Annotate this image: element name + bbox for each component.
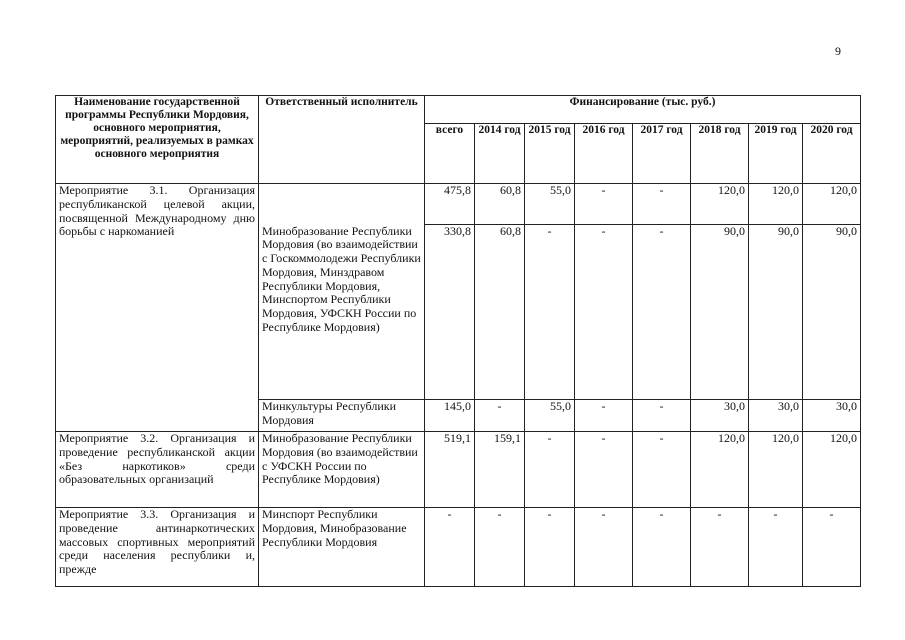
m32-value: 120,0 [749, 432, 803, 508]
m31-exec2-value: 55,0 [525, 400, 575, 432]
m31-total-value: 475,8 [425, 184, 475, 225]
header-executor: Ответственный исполнитель [259, 96, 425, 184]
m32-value: - [525, 432, 575, 508]
m32-value: - [633, 432, 691, 508]
m31-total-value: 120,0 [691, 184, 749, 225]
m31-exec2-value: 30,0 [749, 400, 803, 432]
header-total: всего [425, 124, 475, 184]
m31-exec2-value: 30,0 [691, 400, 749, 432]
m31-exec1-value: 60,8 [475, 225, 525, 400]
header-year: 2017 год [633, 124, 691, 184]
m31-exec1-value: - [633, 225, 691, 400]
header-year: 2015 год [525, 124, 575, 184]
m31-exec1-value: 330,8 [425, 225, 475, 400]
m32-value: - [575, 432, 633, 508]
page-number: 9 [835, 44, 841, 58]
header-year: 2020 год [803, 124, 861, 184]
m31-total-value: 120,0 [749, 184, 803, 225]
m31-total-value: 60,8 [475, 184, 525, 225]
row-m32-exec: Минобразование Республики Мордовия (во взаимодействии с УФСКН России по Республике Мордовия) [259, 432, 425, 508]
m31-exec2-value: - [633, 400, 691, 432]
m31-total-value: 120,0 [803, 184, 861, 225]
m31-exec2-value: - [575, 400, 633, 432]
m31-exec2-value: 30,0 [803, 400, 861, 432]
m33-value: - [475, 508, 525, 587]
m32-value: 120,0 [691, 432, 749, 508]
m31-total-value: - [633, 184, 691, 225]
m31-total-value: 55,0 [525, 184, 575, 225]
m31-exec1-value: - [575, 225, 633, 400]
row-m31-exec2: Минкультуры Республики Мордовия [259, 400, 425, 432]
m32-value: 120,0 [803, 432, 861, 508]
row-m31-exec1: Минобразование Республики Мордовия (во взаимодействии с Госкоммолодежи Республики Мордовия, Минздравом Республики Мордовия, Минспортом Республики Мордовия, УФСКН России по Республике Мордовия) [259, 225, 425, 400]
header-name: Наименование государственной программы Республики Мордовия, основного мероприятия, мероприятий, реализуемых в рамках основного мероприятия [56, 96, 259, 184]
header-year: 2018 год [691, 124, 749, 184]
header-financing: Финансирование (тыс. руб.) [425, 96, 861, 124]
m31-exec2-value: 145,0 [425, 400, 475, 432]
row-m33-exec: Минспорт Республики Мордовия, Минобразование Республики Мордовия [259, 508, 425, 587]
m33-value: - [803, 508, 861, 587]
m31-exec1-value: 90,0 [749, 225, 803, 400]
m33-value: - [525, 508, 575, 587]
m31-exec1-value: 90,0 [803, 225, 861, 400]
row-m32-title: Мероприятие 3.2. Организация и проведение республиканской акции «Без наркотиков» среди образовательных организаций [56, 432, 259, 508]
row-m31-exec-empty [259, 184, 425, 225]
m31-exec2-value: - [475, 400, 525, 432]
m31-total-value: - [575, 184, 633, 225]
m31-exec1-value: 90,0 [691, 225, 749, 400]
m33-value: - [575, 508, 633, 587]
m33-value: - [425, 508, 475, 587]
header-year: 2016 год [575, 124, 633, 184]
m32-value: 519,1 [425, 432, 475, 508]
m33-value: - [691, 508, 749, 587]
header-year: 2014 год [475, 124, 525, 184]
row-m33-title: Мероприятие 3.3. Организация и проведение антинаркотических массовых спортивных мероприятий среди населения республики и, прежде [56, 508, 259, 587]
header-year: 2019 год [749, 124, 803, 184]
row-m31-title: Мероприятие 3.1. Организация республиканской целевой акции, посвященной Международному дню борьбы с наркоманией [56, 184, 259, 432]
m33-value: - [633, 508, 691, 587]
m32-value: 159,1 [475, 432, 525, 508]
m31-exec1-value: - [525, 225, 575, 400]
financing-table [55, 95, 861, 587]
m33-value: - [749, 508, 803, 587]
